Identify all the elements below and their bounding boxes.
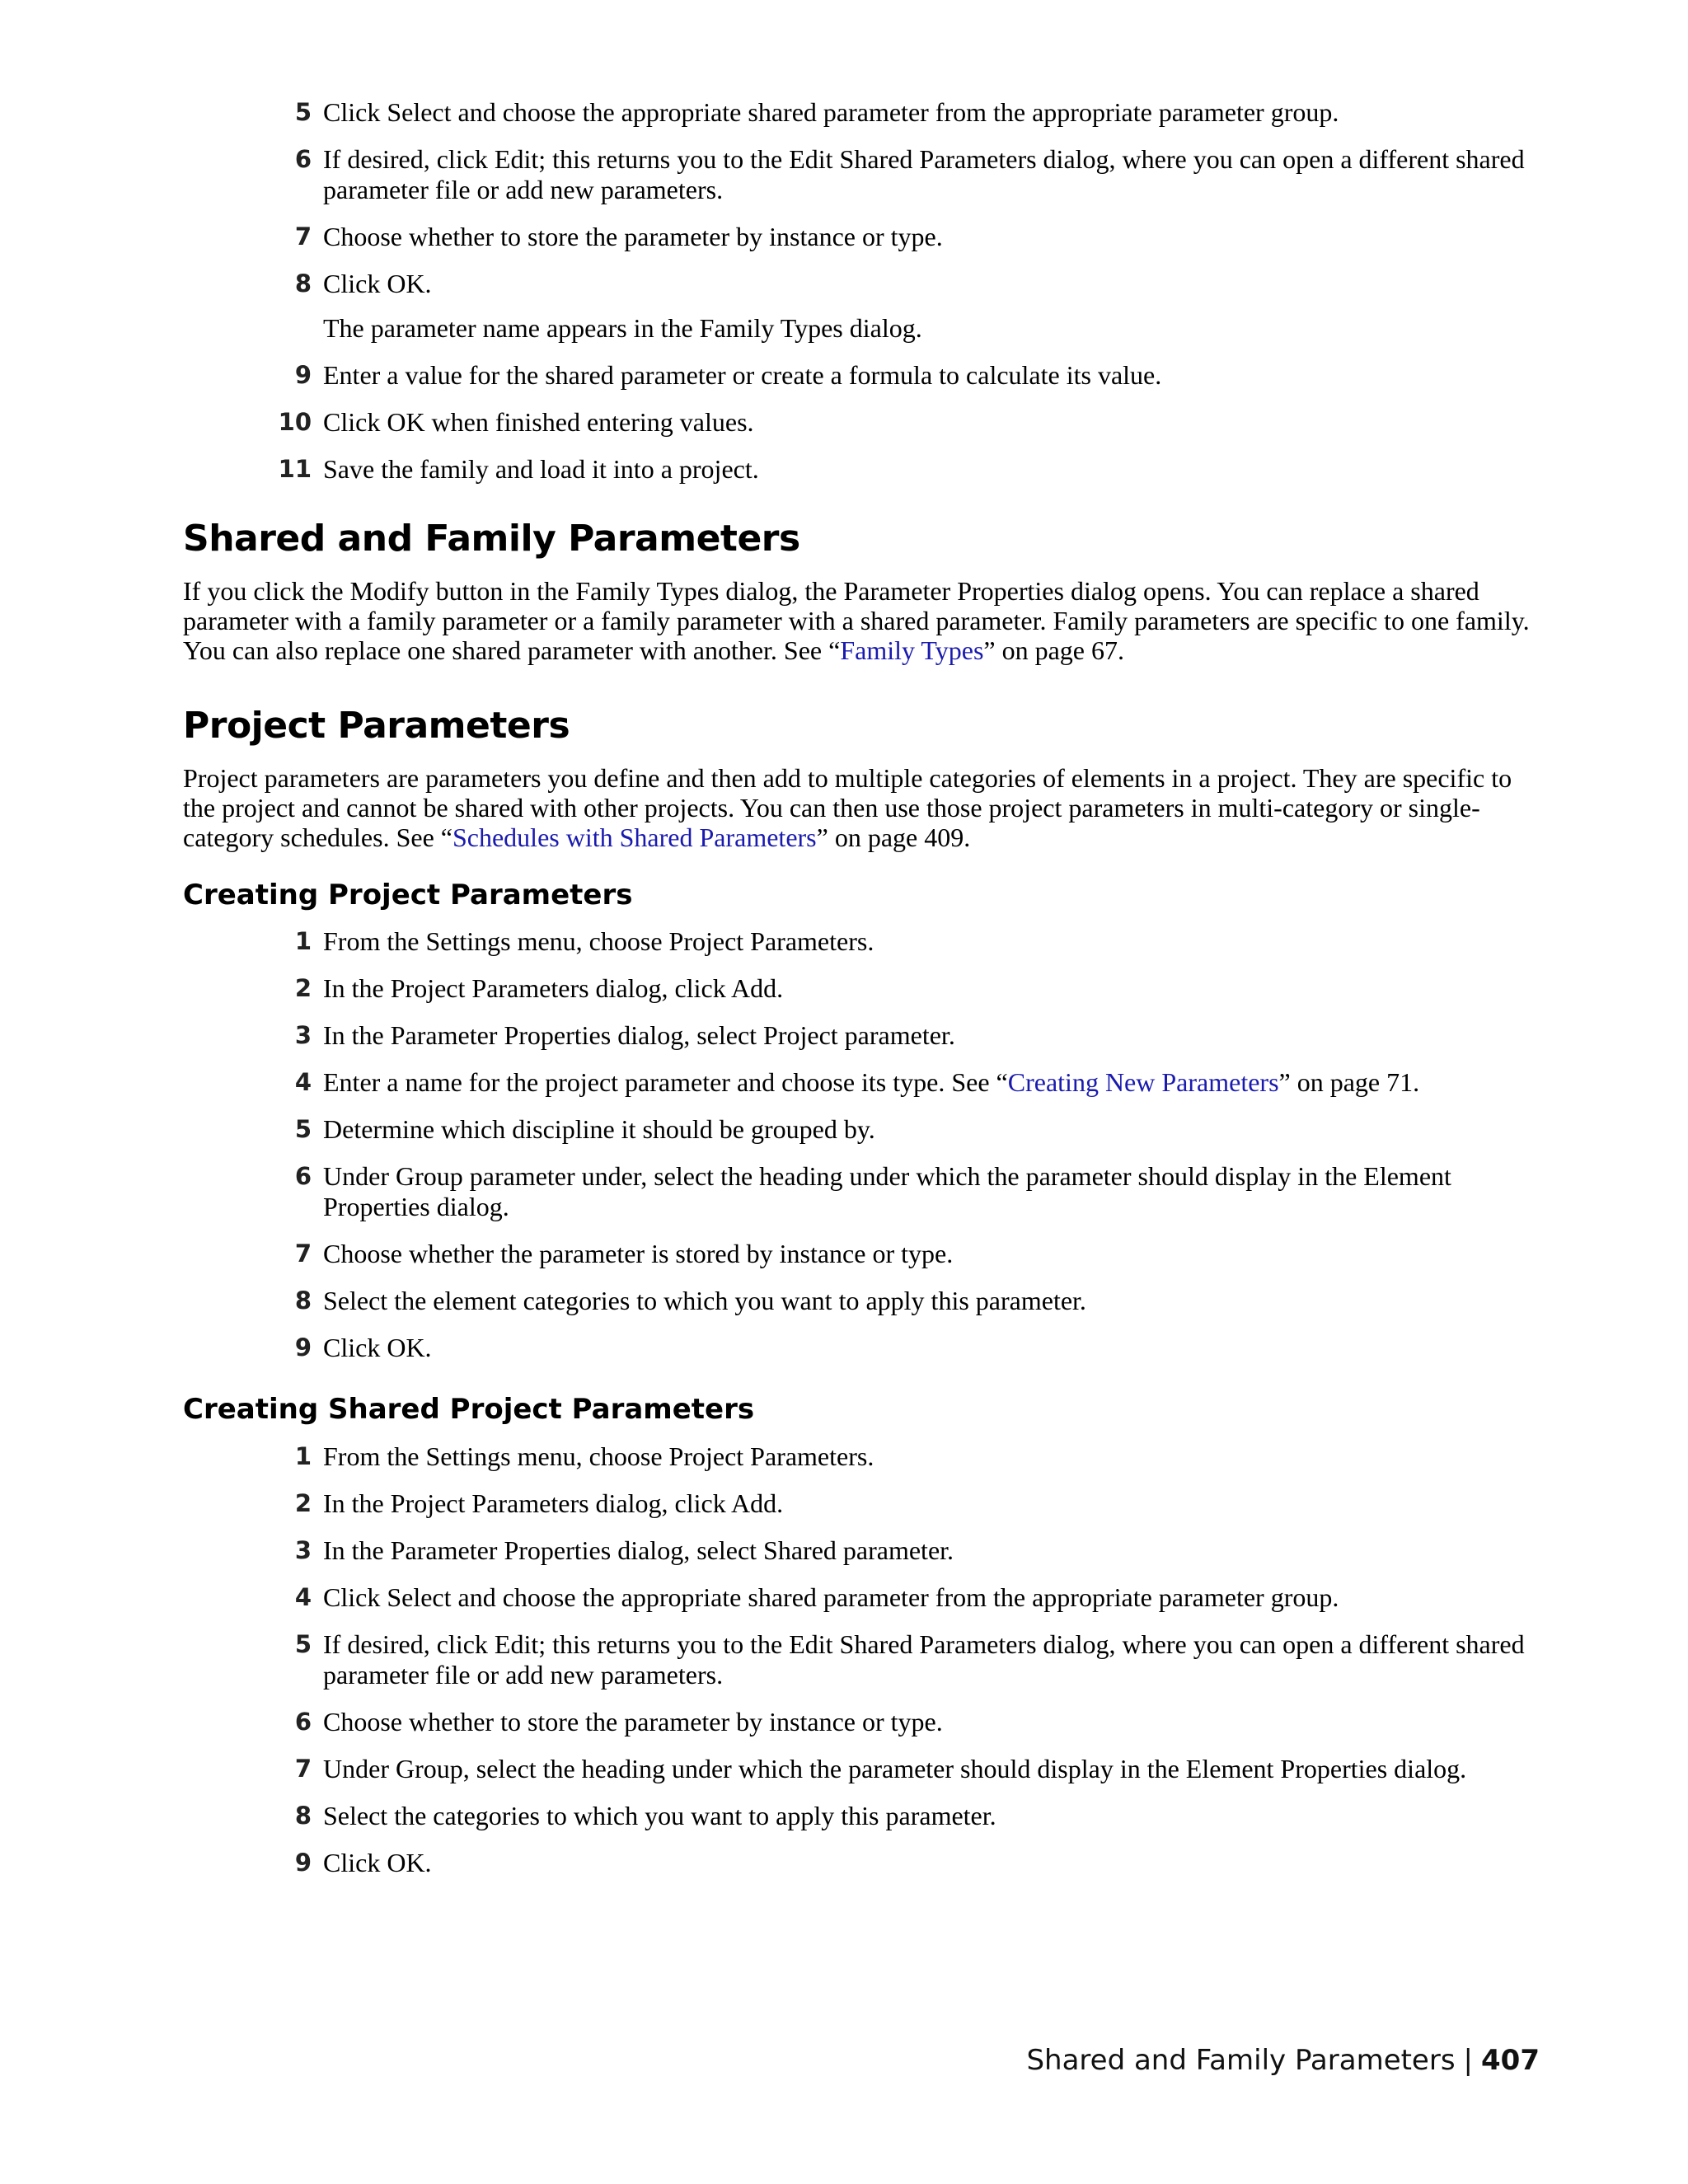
- step-number: 9: [294, 1333, 312, 1362]
- list-item: [294, 1535, 1543, 1566]
- list-item: [294, 1754, 1543, 1784]
- step-text: In the Parameter Properties dialog, select Shared parameter.: [323, 1535, 954, 1566]
- step-text: Select the categories to which you want to apply this parameter.: [323, 1801, 996, 1831]
- step-text: Enter a name for the project parameter and choose its type. See “: [323, 1067, 1008, 1098]
- step-number: 8: [294, 269, 312, 298]
- list-item: [294, 1707, 1543, 1737]
- step-text: ” on page 71.: [1278, 1067, 1420, 1098]
- step-text: Click Select and choose the appropriate shared parameter from the appropriate parameter group.: [323, 97, 1339, 127]
- list-item: [294, 973, 1543, 1004]
- step-note: The parameter name appears in the Family Types dialog.: [323, 313, 922, 343]
- step-number: 7: [294, 1755, 312, 1783]
- list-item: [294, 1067, 1543, 1098]
- list-item: [294, 1582, 1543, 1613]
- section-heading-shared-family: Shared and Family Parameters: [183, 518, 800, 560]
- list-item: [294, 1488, 1543, 1519]
- list-item: [294, 97, 1543, 128]
- step-text: Select the element categories to which you want to apply this parameter.: [323, 1286, 1086, 1316]
- step-number: 2: [294, 974, 312, 1003]
- step-number: 6: [294, 1708, 312, 1736]
- step-text: If desired, click Edit; this returns you to the Edit Shared Parameters dialog, where you can open a different shared parameter file or add new parameters.: [323, 1629, 1525, 1690]
- step-text: From the Settings menu, choose Project Parameters.: [323, 1441, 874, 1472]
- section-paragraph-project-parameters: Project parameters are parameters you define and then add to multiple categories of elements in a project. They are specific to the project and cannot be shared with other projects. You can then use those project parameters in multi-category or single-category schedules. See “Schedules with Shared Parameters” on page 409.: [183, 762, 1512, 852]
- step-number: 8: [294, 1802, 312, 1830]
- link-schedules-shared-parameters[interactable]: Schedules with Shared Parameters: [452, 822, 817, 852]
- step-text: Enter a value for the shared parameter or create a formula to calculate its value.: [323, 360, 1162, 390]
- subheading-creating-shared-project-parameters: Creating Shared Project Parameters: [183, 1393, 755, 1427]
- step-number: 1: [294, 1442, 312, 1471]
- footer-title: Shared and Family Parameters: [1026, 2044, 1456, 2077]
- step-number: 5: [294, 1630, 312, 1659]
- project-steps-list: [183, 926, 1543, 1363]
- step-text: Choose whether to store the parameter by instance or type.: [323, 222, 943, 251]
- page-number: 407: [1481, 2044, 1540, 2077]
- list-item: [294, 1020, 1543, 1051]
- list-item: [294, 1286, 1543, 1316]
- link-creating-new-parameters[interactable]: Creating New Parameters: [1007, 1067, 1279, 1098]
- list-item: [294, 360, 1543, 391]
- step-number: 8: [294, 1286, 312, 1315]
- step-number: 4: [294, 1583, 312, 1612]
- list-item: [294, 1801, 1543, 1831]
- step-text: Choose whether the parameter is stored by instance or type.: [323, 1239, 954, 1269]
- step-text: Choose whether to store the parameter by instance or type.: [323, 1707, 943, 1737]
- step-text: Click OK.: [323, 269, 432, 298]
- list-item: [294, 144, 1543, 205]
- footer-separator: |: [1463, 2044, 1474, 2077]
- document-page: [183, 97, 1543, 1895]
- step-text: Click OK when finished entering values.: [323, 407, 754, 437]
- list-item: [278, 407, 1543, 438]
- list-item: [294, 1441, 1543, 1472]
- step-number: 1: [294, 927, 312, 956]
- step-text: In the Project Parameters dialog, click Add.: [323, 1488, 784, 1519]
- list-item: [294, 269, 1543, 344]
- list-item: [294, 1333, 1543, 1363]
- list-item: [294, 1848, 1543, 1878]
- step-number: 6: [294, 1162, 312, 1191]
- shared-steps-list: [183, 1441, 1543, 1878]
- step-text: Save the family and load it into a project.: [323, 454, 759, 484]
- step-text: Click OK.: [323, 1333, 432, 1363]
- list-item: [294, 1629, 1543, 1690]
- step-text: In the Project Parameters dialog, click Add.: [323, 973, 784, 1004]
- step-number: 5: [294, 98, 312, 126]
- list-item: [294, 222, 1543, 252]
- step-text: Under Group parameter under, select the heading under which the parameter should display in the Element Properties dialog.: [323, 1161, 1451, 1222]
- step-text: If desired, click Edit; this returns you to the Edit Shared Parameters dialog, where you can open a different shared parameter file or add new parameters.: [323, 144, 1525, 204]
- step-number: 5: [294, 1115, 312, 1144]
- list-item: [294, 1114, 1543, 1145]
- step-number: 7: [294, 223, 312, 251]
- step-number: 10: [278, 408, 312, 436]
- step-text: Click Select and choose the appropriate shared parameter from the appropriate parameter group.: [323, 1582, 1339, 1613]
- subheading-creating-project-parameters: Creating Project Parameters: [183, 878, 633, 912]
- list-item: [294, 1239, 1543, 1269]
- link-family-types[interactable]: Family Types: [840, 635, 984, 665]
- section-paragraph-shared-family: If you click the Modify button in the Family Types dialog, the Parameter Properties dialog opens. You can replace a shared parameter with a family parameter or a family parameter with a shared parameter. Family parameters are specific to one family. You can also replace one shared parameter with another. See “Family Types” on page 67.: [183, 575, 1530, 665]
- list-item: [294, 926, 1543, 957]
- step-text: From the Settings menu, choose Project Parameters.: [323, 926, 874, 957]
- step-number: 9: [294, 1849, 312, 1877]
- step-number: 7: [294, 1240, 312, 1268]
- step-text: Determine which discipline it should be grouped by.: [323, 1114, 875, 1145]
- step-number: 11: [278, 455, 312, 483]
- list-item: [294, 1161, 1543, 1222]
- step-number: 9: [294, 361, 312, 389]
- step-text: In the Parameter Properties dialog, select Project parameter.: [323, 1020, 955, 1051]
- page-footer: [1026, 2044, 1540, 2077]
- continued-steps-list: [183, 97, 1543, 485]
- step-number: 6: [294, 145, 312, 173]
- step-text: Click OK.: [323, 1848, 432, 1878]
- step-number: 2: [294, 1489, 312, 1518]
- step-number: 3: [294, 1021, 312, 1050]
- step-text: Under Group, select the heading under which the parameter should display in the Element Properties dialog.: [323, 1754, 1467, 1784]
- step-number: 3: [294, 1536, 312, 1565]
- list-item: [278, 454, 1543, 485]
- step-number: 4: [294, 1068, 312, 1097]
- section-heading-project-parameters: Project Parameters: [183, 704, 570, 747]
